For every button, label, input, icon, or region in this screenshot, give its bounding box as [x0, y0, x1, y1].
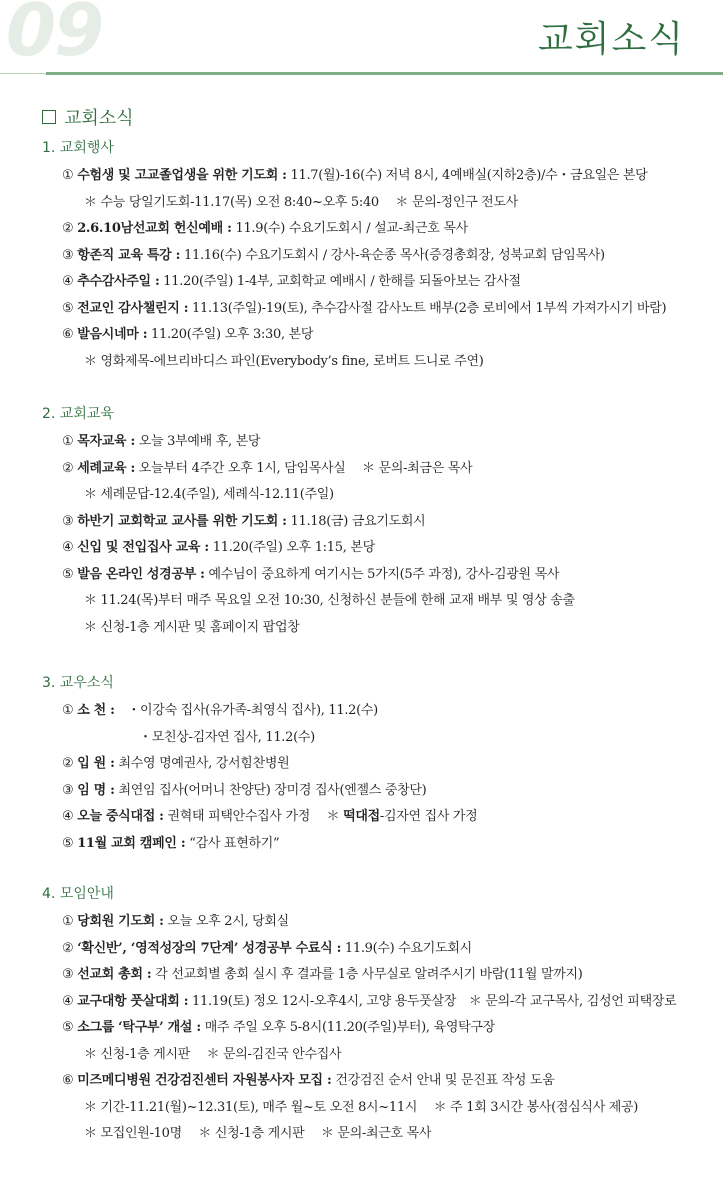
title-divider [0, 73, 46, 74]
item-title: 세례교육 : [77, 460, 135, 476]
item-number: ③ [62, 967, 78, 982]
note-text: ・모친상-김자연 집사, 11.2(수) [139, 729, 315, 745]
item-text: 오늘 오후 2시, 당회실 [163, 914, 289, 929]
note-line [84, 616, 300, 635]
item-number: ⑥ [62, 327, 78, 342]
item-title: 신입 및 전입집사 교육 : [77, 540, 209, 555]
item-text: 11.19(토) 정오 12시-오후4시, 고양 용두풋살장 ＊ 문의-각 교구목사, 김성언 피택장로 [188, 993, 677, 1009]
list-item [62, 323, 313, 342]
list-item [62, 217, 468, 236]
list-item [62, 937, 472, 956]
item-number: ① [62, 168, 78, 183]
item-title: 미즈메디병원 건강검진센터 자원봉사자 모집 : [77, 1073, 332, 1088]
item-title: 발음 온라인 성경공부 : [77, 566, 205, 582]
item-number: ③ [62, 513, 78, 529]
item-text: 최수영 명예권사, 강서힘찬병원 [114, 756, 290, 771]
item-number: ⑤ [62, 566, 78, 582]
page-number: 09 [6, 0, 103, 72]
item-title: 선교회 총회 : [77, 967, 152, 982]
note-line [84, 191, 518, 210]
item-title: 오늘 중식대접 : [77, 809, 164, 824]
note-text: ＊ 세례문답-12.4(주일), 세례식-12.11(주일) [84, 487, 334, 502]
item-number: ② [62, 940, 78, 956]
note-line [84, 1122, 431, 1141]
list-item [62, 297, 666, 316]
title-divider [46, 72, 723, 75]
list-item [62, 244, 605, 263]
note-text: ＊ 모집인원-10명 ＊ 신청-1층 게시판 ＊ 문의-최근호 목사 [84, 1126, 432, 1141]
item-text: ・이강숙 집사(유가족-최영식 집사), 11.2(수) [114, 703, 378, 718]
note-line [139, 726, 315, 745]
item-text: 11.20(주일) 오후 1:15, 본당 [208, 540, 375, 555]
item-text: 권혁태 피택안수집사 가정 ＊ [163, 809, 344, 824]
list-item [62, 963, 583, 982]
item-number: ③ [62, 247, 78, 263]
item-number: ① [62, 703, 78, 718]
category-heading: 4. 모임안내 [42, 886, 114, 902]
note-text: ＊ 신청-1층 게시판 및 홈페이지 팝업창 [84, 619, 300, 635]
item-number: ⑥ [62, 1073, 78, 1088]
list-item [62, 805, 477, 824]
list-item [62, 563, 559, 582]
item-title: 입 원 : [77, 756, 115, 771]
item-number: ③ [62, 782, 78, 798]
item-text: 각 선교회별 총회 실시 후 결과를 1층 사무실로 알려주시기 바람(11월 말까지) [151, 967, 583, 982]
item-text: 11.16(수) 수요기도회시 / 강사-육순종 목사(증경총회장, 성북교회 담임목사) [180, 247, 605, 263]
list-item [62, 536, 375, 555]
item-text: 오늘부터 4주간 오후 1시, 담임목사실 ＊ 문의-최금은 목사 [134, 460, 473, 476]
item-text: “감사 표현하기” [185, 835, 280, 851]
item-title: 목자교육 : [77, 434, 135, 449]
list-item [62, 832, 279, 851]
category-heading: 3. 교우소식 [42, 675, 114, 691]
item-number: ② [62, 460, 78, 476]
item-number: ④ [62, 993, 78, 1009]
item-text: 오늘 3부예배 후, 본당 [134, 434, 261, 449]
item-number: ④ [62, 274, 78, 289]
item-text: 11.9(수) 수요기도회시 [341, 940, 472, 956]
list-item [62, 1016, 495, 1035]
item-title: 소 천 : [77, 703, 115, 718]
item-title: 발음시네마 : [77, 327, 148, 342]
list-item [62, 990, 676, 1009]
item-title: 교구대항 풋살대회 : [77, 993, 189, 1009]
item-number: ⑤ [62, 1020, 78, 1035]
item-title: 떡대접 [343, 809, 380, 824]
note-text: ＊ 11.24(목)부터 매주 목요일 오전 10:30, 신청하신 분들에 한해 교재 배부 및 영상 송출 [84, 593, 575, 608]
note-line [84, 589, 575, 608]
section-heading [42, 104, 134, 130]
note-text: ＊ 수능 당일기도회-11.17(목) 오전 8:40~오후 5:40 ＊ 문의-정인구 전도사 [84, 194, 518, 210]
checkbox-icon [42, 110, 56, 124]
item-number: ⑤ [62, 835, 78, 851]
list-item [62, 752, 289, 771]
item-title: ‘확신반’, ‘영적성장의 7단계’ 성경공부 수료식 : [77, 940, 342, 956]
note-line [84, 483, 334, 502]
item-text: 최연임 집사(어머니 찬양단) 장미경 집사(엔젤스 중창단) [114, 782, 427, 798]
item-title: 추수감사주일 : [77, 274, 160, 289]
item-number: ① [62, 914, 78, 929]
list-item [62, 430, 260, 449]
item-number: ② [62, 756, 78, 771]
item-text: 11.18(금) 금요기도회시 [286, 513, 426, 529]
item-number: ① [62, 434, 78, 449]
section-heading-label: 교회소식 [64, 108, 134, 129]
item-number: ④ [62, 540, 78, 555]
item-title: 하반기 교회학교 교사를 위한 기도회 : [77, 513, 287, 529]
list-item [62, 910, 289, 929]
item-title: 당회원 기도회 : [77, 914, 164, 929]
category-heading: 2. 교회교육 [42, 406, 114, 422]
list-item [62, 1069, 554, 1088]
note-text: ＊ 신청-1층 게시판 ＊ 문의-김진국 안수집사 [84, 1046, 342, 1062]
list-item [62, 510, 425, 529]
item-title: 수험생 및 고교졸업생을 위한 기도회 : [77, 168, 287, 183]
note-text: ＊ 영화제목-에브리바디스 파인(Everybody’s fine, 로버트 드니로 주연) [84, 353, 484, 369]
note-line [84, 1096, 638, 1115]
note-text: ＊ 기간-11.21(월)~12.31(토), 매주 월~토 오전 8시~11시 ＊ 주 1회 3시간 봉사(점심식사 제공) [84, 1099, 639, 1115]
item-text: 건강검진 순서 안내 및 문진표 작성 도움 [331, 1073, 555, 1088]
item-title: 전교인 감사챌린지 : [77, 300, 189, 316]
item-number: ② [62, 221, 78, 236]
item-text: 11.9(수) 수요기도회시 / 설교-최근호 목사 [231, 221, 468, 236]
list-item [62, 457, 472, 476]
item-number: ⑤ [62, 300, 78, 316]
item-text: 11.7(월)-16(수) 저녁 8시, 4예배실(지하2층)/수・금요일은 본당 [286, 168, 648, 183]
item-text: 매주 주일 오후 5-8시(11.20(주일)부터), 육영탁구장 [200, 1020, 495, 1035]
list-item [62, 699, 378, 718]
item-title: 11월 교회 캠페인 : [77, 835, 186, 851]
note-line [84, 1043, 341, 1062]
note-line [84, 350, 484, 369]
item-title: 2.6.10남선교회 헌신예배 : [77, 221, 232, 236]
list-item [62, 270, 521, 289]
item-number: ④ [62, 809, 78, 824]
item-text: -김자연 집사 가정 [379, 809, 478, 824]
list-item [62, 164, 647, 183]
item-title: 항존직 교육 특강 : [77, 247, 181, 263]
page-title: 교회소식 [537, 19, 685, 60]
item-text: 11.20(주일) 오후 3:30, 본당 [147, 327, 314, 342]
item-title: 임 명 : [77, 782, 115, 798]
item-text: 11.20(주일) 1-4부, 교회학교 예배시 / 한해를 되돌아보는 감사절 [159, 274, 521, 289]
category-heading: 1. 교회행사 [42, 140, 114, 156]
item-text: 11.13(주일)-19(토), 추수감사절 감사노트 배부(2층 로비에서 1부씩 가져가시기 바람) [188, 300, 667, 316]
item-text: 예수님이 중요하게 여기시는 5가지(5주 과정), 강사-김광원 목사 [204, 566, 560, 582]
list-item [62, 779, 426, 798]
item-title: 소그룹 ‘탁구부’ 개설 : [77, 1020, 201, 1035]
